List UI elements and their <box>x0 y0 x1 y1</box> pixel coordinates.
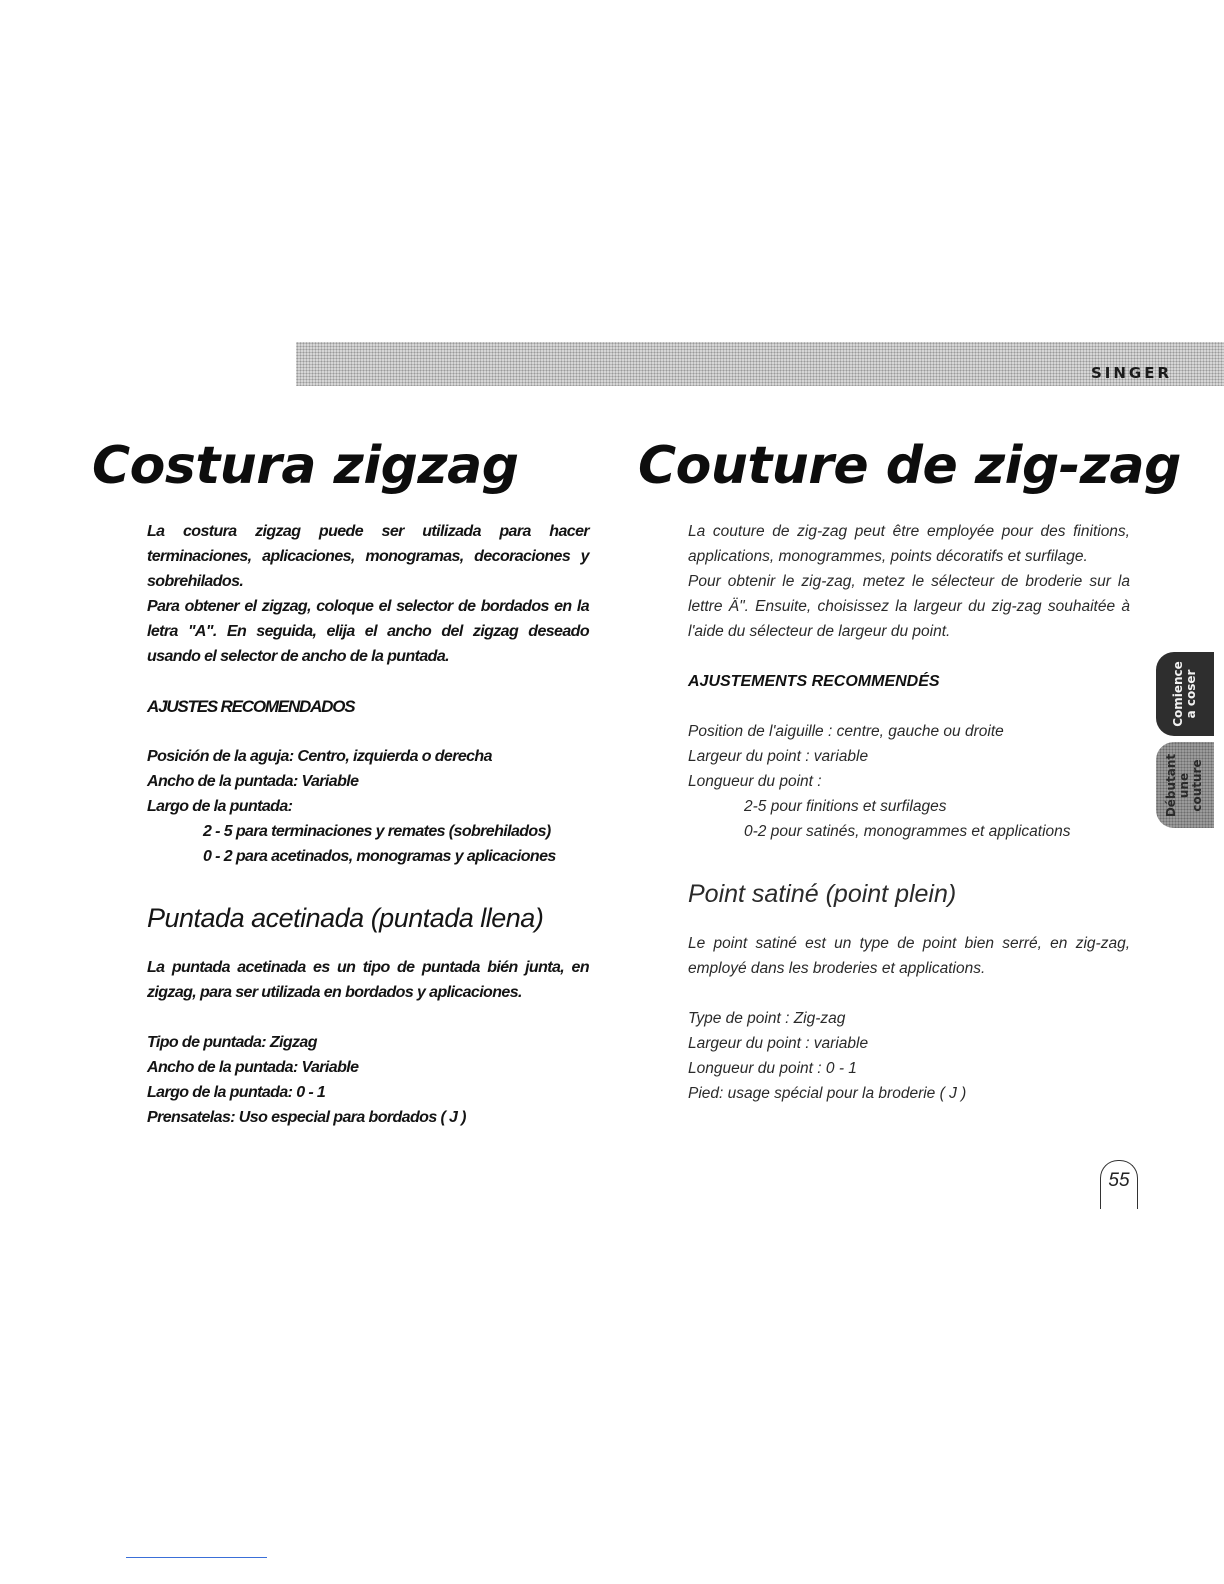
satin-subtitle: Point satiné (point plein) <box>688 880 957 908</box>
french-satin-section <box>688 874 1130 1106</box>
stitch-length: Largo de la puntada: <box>147 798 293 815</box>
spanish-column <box>147 519 589 869</box>
stitch-width: Ancho de la puntada: Variable <box>147 773 359 790</box>
section-tab-label: Comience a coser <box>1171 661 1199 727</box>
satin-presser-foot: Pied: usage spécial pour la broderie ( J ) <box>688 1085 967 1102</box>
length-range-1: 2 - 5 para terminaciones y remates (sobrehilados) <box>203 823 551 840</box>
satin-intro: La puntada acetinada es un tipo de puntada bién junta, en zigzag, para ser utilizada en bordados y aplicaciones. <box>147 959 589 1001</box>
page-title-fr: Couture de zig-zag <box>638 436 1181 496</box>
settings-heading: AJUSTES RECOMENDADOS <box>147 697 355 716</box>
page-title-es: Costura zigzag <box>92 436 519 496</box>
satin-stitch-type: Tipo de puntada: Zigzag <box>147 1034 317 1051</box>
french-column <box>688 519 1130 844</box>
satin-stitch-length: Largo de la puntada: 0 - 1 <box>147 1084 326 1101</box>
satin-presser-foot: Prensatelas: Uso especial para bordados ( J ) <box>147 1109 466 1126</box>
satin-stitch-width: Ancho de la puntada: Variable <box>147 1059 359 1076</box>
spanish-satin-section <box>147 898 589 1130</box>
brand-logo: SINGER <box>1090 364 1172 382</box>
needle-position: Posición de la aguja: Centro, izquierda o derecha <box>147 748 492 765</box>
intro-paragraph-2: Pour obtenir le zig-zag, metez le sélecteur de broderie sur la lettre Ä". Ensuite, choisissez la largeur du zig-zag souhaitée à l'aide du sélecteur de largeur du point. <box>688 573 1130 640</box>
length-range-2: 0 - 2 para acetinados, monogramas y aplicaciones <box>203 848 556 865</box>
settings-list <box>688 719 1130 844</box>
section-tab-comience[interactable] <box>1156 652 1214 736</box>
settings-list <box>147 744 589 869</box>
settings-heading: AJUSTEMENTS RECOMMENDÉS <box>688 673 940 690</box>
needle-position: Position de l'aiguille : centre, gauche ou droite <box>688 723 1004 740</box>
stitch-width: Largeur du point : variable <box>688 748 869 765</box>
intro-paragraph-1: La couture de zig-zag peut être employée pour des finitions, applications, monogrammes, points décoratifs et surfilage. <box>688 523 1130 565</box>
section-tab-debutant[interactable] <box>1156 742 1214 828</box>
stitch-length: Longueur du point : <box>688 773 822 790</box>
page-number: 55 <box>1100 1160 1138 1209</box>
intro-paragraph-1: La costura zigzag puede ser utilizada para hacer terminaciones, aplicaciones, monogramas, decoraciones y sobrehilados. <box>147 523 589 590</box>
header-band <box>296 342 1224 386</box>
satin-subtitle: Puntada acetinada (puntada llena) <box>147 903 544 933</box>
satin-intro: Le point satiné est un type de point bien serré, en zig-zag, employé dans les broderies et applications. <box>688 935 1130 977</box>
satin-stitch-length: Longueur du point : 0 - 1 <box>688 1060 857 1077</box>
section-tab-label: Débutant une couture <box>1164 753 1205 817</box>
intro-paragraph-2: Para obtener el zigzag, coloque el selector de bordados en la letra "A". En seguida, elija el ancho del zigzag deseado usando el selector de ancho de la puntada. <box>147 598 589 665</box>
length-range-1: 2-5 pour finitions et surfilages <box>744 798 947 815</box>
satin-settings-list <box>688 1006 1130 1106</box>
satin-settings-list <box>147 1030 589 1130</box>
footer-rule <box>126 1557 267 1558</box>
satin-stitch-width: Largeur du point : variable <box>688 1035 869 1052</box>
satin-stitch-type: Type de point : Zig-zag <box>688 1010 846 1027</box>
length-range-2: 0-2 pour satinés, monogrammes et applications <box>744 823 1071 840</box>
